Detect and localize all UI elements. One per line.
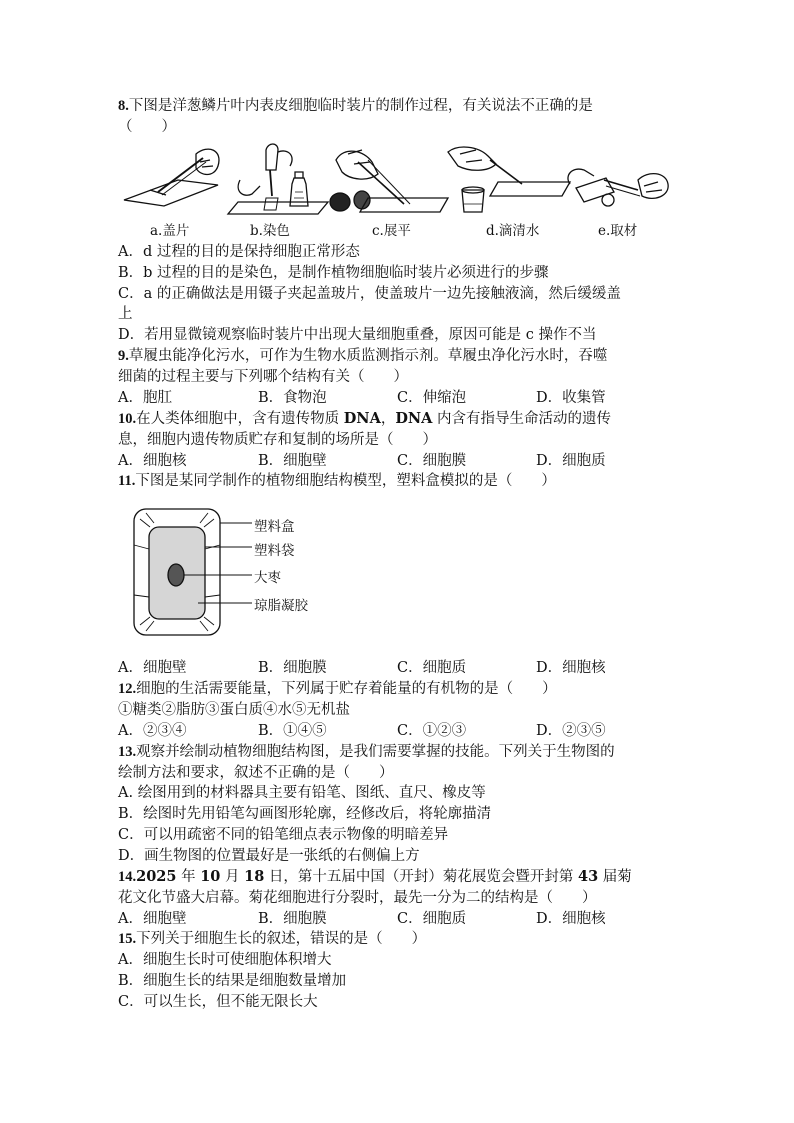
q14-day: 18: [244, 868, 265, 885]
q9-option-d: D．收集管: [536, 390, 606, 406]
q15-stem: [118, 929, 426, 949]
q8-option-d: D．若用显微镜观察临时装片中出现大量细胞重叠，原因可能是 c 操作不当: [118, 327, 597, 343]
label-jujube: 大枣: [254, 570, 281, 586]
q14-stem-line2: 花文化节盛大启幕。菊花细胞进行分裂时，最先一分为二的结构是（ ）: [118, 890, 597, 906]
q9-number: 9.: [118, 348, 129, 364]
caption-d: d.滴清水: [486, 223, 540, 239]
q9-option-a: A．胞肛: [118, 390, 172, 406]
caption-e: e.取材: [598, 223, 638, 239]
q11-option-c: C．细胞质: [397, 660, 467, 676]
q15-option-c: C．可以生长，但不能无限长大: [118, 994, 318, 1010]
label-plastic-bag: 塑料袋: [254, 543, 295, 559]
q12-option-c: C．①②③: [397, 723, 467, 739]
q15-number: 15.: [118, 931, 137, 947]
q14-text-1: 年: [176, 869, 201, 885]
q10-stem-line1: [118, 409, 611, 429]
q14-option-a: A．细胞壁: [118, 911, 187, 927]
q14-ordinal: 43: [578, 868, 599, 885]
q9-stem-text: 草履虫能净化污水，可作为生物水质监测指示剂。草履虫净化污水时，吞噬: [128, 348, 608, 364]
q13-option-c: C．可以用疏密不同的铅笔细点表示物像的明暗差异: [118, 827, 449, 843]
q13-stem-line2: 绘制方法和要求，叙述不正确的是（ ）: [118, 765, 394, 781]
q14-stem-line1: [118, 867, 632, 887]
q14-text-2: 月: [220, 869, 245, 885]
q11-stem-text: 下图是某同学制作的植物细胞结构模型，塑料盒模拟的是（ ）: [135, 473, 556, 489]
q11-option-a: A．细胞壁: [118, 660, 187, 676]
q10-option-a: A．细胞核: [118, 453, 187, 469]
q13-stem-text: 观察并绘制动植物细胞结构图，是我们需要掌握的技能。下列关于生物图的: [136, 744, 615, 760]
q10-dna-term-2: DNA: [395, 410, 433, 427]
q12-option-d: D．②③⑤: [536, 723, 606, 739]
q13-option-b: B．绘图时先用铅笔勾画图形轮廓，经修改后，将轮廓描清: [118, 806, 492, 822]
label-plastic-box: 塑料盒: [254, 519, 295, 535]
q14-year: 2025: [136, 868, 177, 885]
q10-option-c: C．细胞膜: [397, 453, 467, 469]
q9-stem-line2: 细菌的过程主要与下列哪个结构有关（ ）: [118, 369, 408, 385]
q8-option-c-cont: 上: [118, 306, 133, 322]
q8-option-c: C．a 的正确做法是用镊子夹起盖玻片，使盖玻片一边先接触液滴，然后缓缓盖: [118, 286, 621, 302]
q14-text-3: 日，第十五届中国（开封）菊花展览会暨开封第: [264, 869, 579, 885]
q8-stem-line2: （ ）: [118, 119, 176, 135]
q12-number: 12.: [118, 681, 137, 697]
covering-slip-illustration: [124, 149, 219, 206]
q8-option-a: A．d 过程的目的是保持细胞正常形态: [118, 244, 360, 260]
taking-material-illustration: [568, 169, 668, 206]
q12-option-b: B．①④⑤: [258, 723, 327, 739]
q8-option-b: B．b 过程的目的是染色，是制作植物细胞临时装片必须进行的步骤: [118, 265, 549, 281]
slide-preparation-figure: [118, 140, 678, 220]
q8-stem-line1: [118, 96, 593, 116]
q12-items: ①糖类②脂肪③蛋白质④水⑤无机盐: [118, 702, 350, 718]
q9-option-c: C．伸缩泡: [397, 390, 467, 406]
q10-dna-term: DNA: [343, 410, 381, 427]
q12-option-a: A．②③④: [118, 723, 187, 739]
q10-stem-part2: ，: [380, 411, 396, 427]
q10-stem-part3: 内含有指导生命活动的遗传: [432, 411, 612, 427]
q9-stem-line1: [118, 346, 607, 366]
q13-number: 13.: [118, 744, 137, 760]
dripping-water-illustration: [448, 147, 570, 212]
q13-option-a: A. 绘图用到的材料器具主要有铅笔、图纸、直尺、橡皮等: [118, 785, 486, 801]
q11-number: 11.: [118, 473, 136, 489]
q14-option-d: D．细胞核: [536, 911, 606, 927]
q8-stem-text: 下图是洋葱鳞片叶内表皮细胞临时装片的制作过程，有关说法不正确的是: [128, 98, 593, 114]
q9-option-b: B．食物泡: [258, 390, 327, 406]
q15-option-a: A．细胞生长时可使细胞体积增大: [118, 952, 332, 968]
q11-option-d: D．细胞核: [536, 660, 606, 676]
label-agar-gel: 琼脂凝胶: [254, 598, 308, 614]
caption-b: b.染色: [250, 223, 290, 239]
staining-illustration: [228, 144, 328, 214]
q13-option-d: D．画生物图的位置最好是一张纸的右侧偏上方: [118, 848, 420, 864]
q14-number: 14.: [118, 869, 137, 885]
q12-stem-text: 细胞的生活需要能量，下列属于贮存着能量的有机物的是（ ）: [136, 681, 557, 697]
q14-option-b: B．细胞膜: [258, 911, 327, 927]
q15-stem-text: 下列关于细胞生长的叙述，错误的是（ ）: [136, 931, 427, 947]
q15-option-b: B．细胞生长的结果是细胞数量增加: [118, 973, 347, 989]
q10-stem-line2: 息，细胞内遗传物质贮存和复制的场所是（ ）: [118, 432, 437, 448]
q8-number: 8.: [118, 98, 129, 114]
spreading-illustration: [330, 150, 448, 212]
q10-option-d: D．细胞质: [536, 453, 606, 469]
q11-stem: [118, 471, 556, 491]
q10-stem-part1: 在人类体细胞中，含有遗传物质: [136, 411, 344, 427]
q14-month: 10: [200, 868, 221, 885]
jujube: [168, 564, 184, 586]
caption-c: c.展平: [372, 223, 411, 239]
q12-stem: [118, 679, 557, 699]
q14-option-c: C．细胞质: [397, 911, 467, 927]
q10-number: 10.: [118, 411, 137, 427]
q13-stem-line1: [118, 742, 615, 762]
caption-a: a.盖片: [150, 223, 190, 239]
q14-text-4: 届菊: [598, 869, 632, 885]
q10-option-b: B．细胞壁: [258, 453, 327, 469]
q11-option-b: B．细胞膜: [258, 660, 327, 676]
